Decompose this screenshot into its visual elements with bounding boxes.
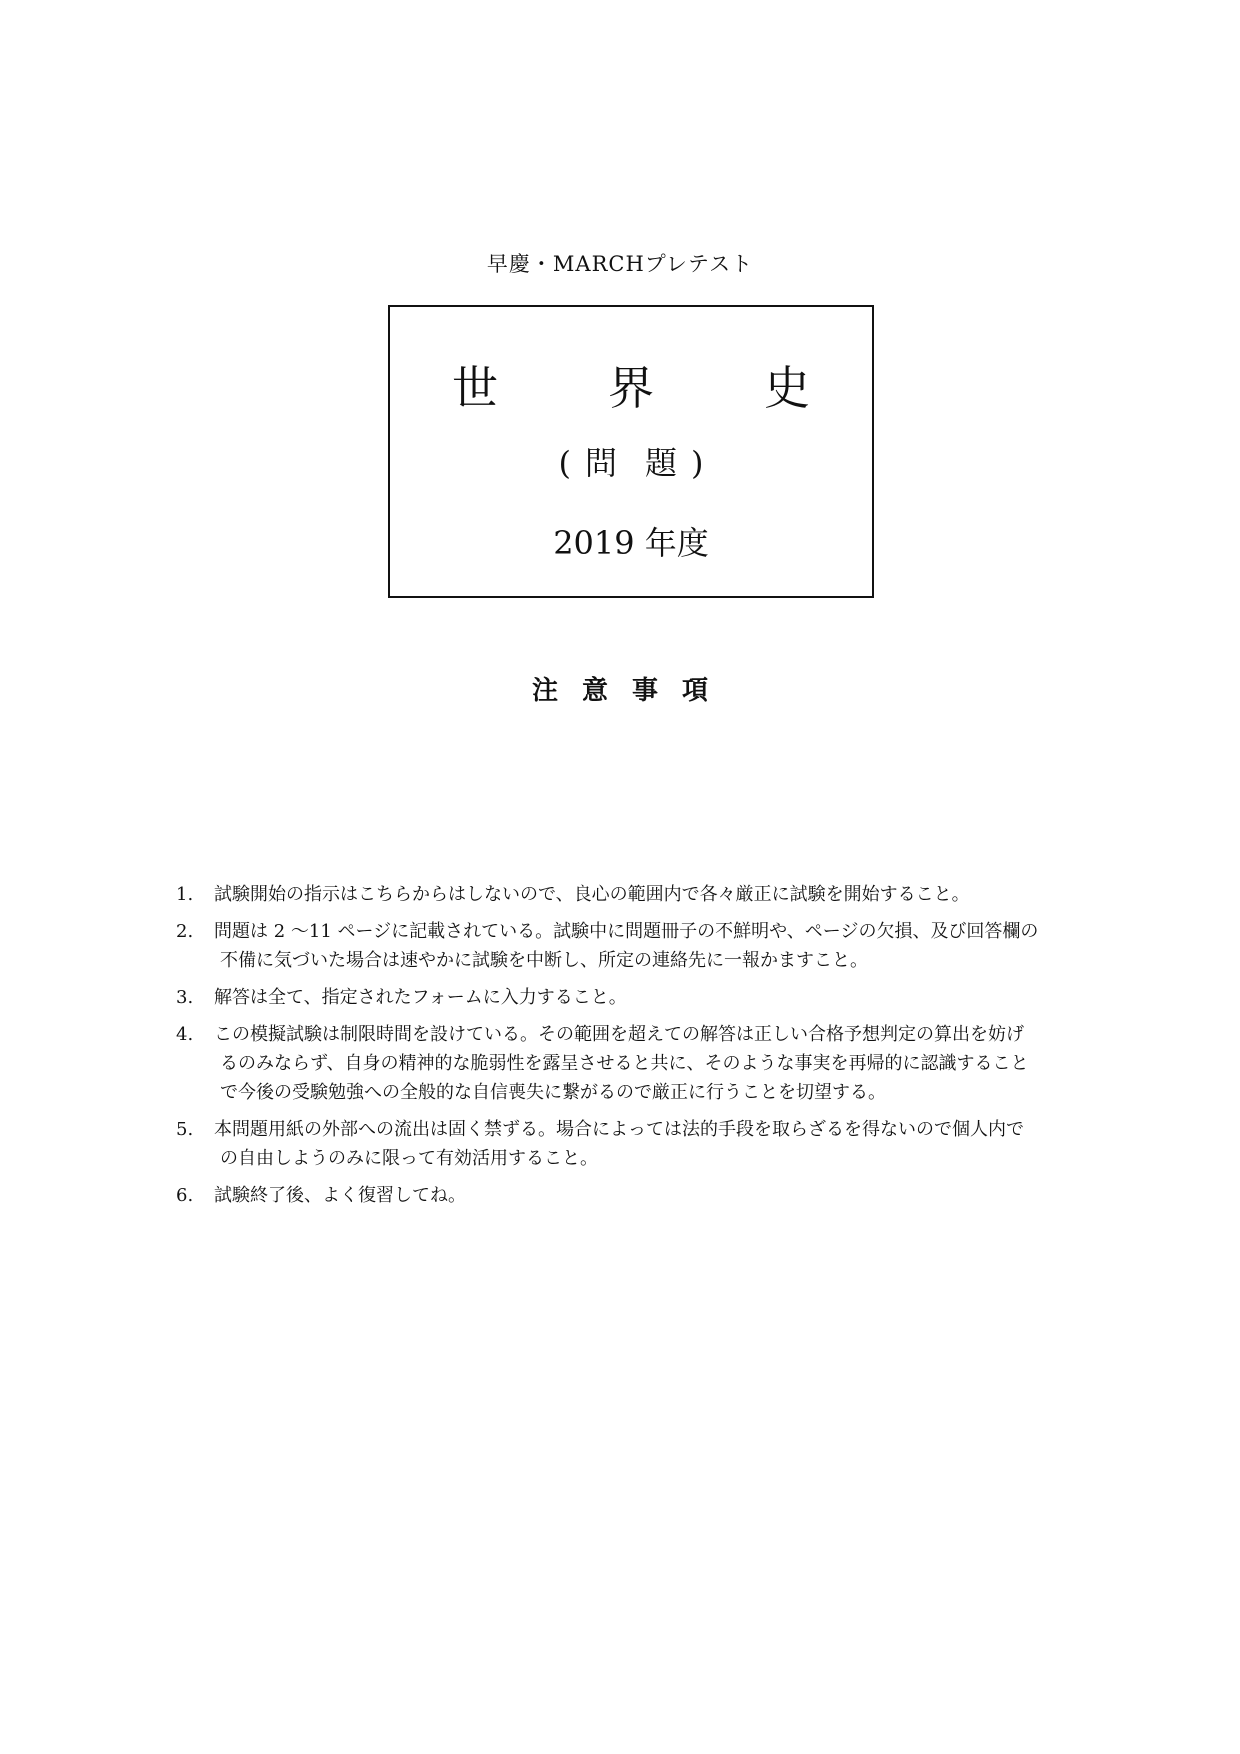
note-line: 本問題用紙の外部への流出は固く禁ずる。場合によっては法的手段を取らざるを得ないので個人内で — [214, 1119, 1024, 1140]
note-number: 1. — [176, 884, 194, 905]
subject-char: 史 — [764, 361, 810, 415]
note-number: 6. — [176, 1185, 194, 1206]
note-item — [176, 983, 1076, 1012]
note-line: 問題は 2 〜11 ページに記載されている。試験中に問題冊子の不鮮明や、ページの欠損、及び回答欄の — [214, 921, 1039, 942]
booklet-kind — [390, 444, 872, 482]
note-line: 不備に気づいた場合は速やかに試験を中断し、所定の連絡先に一報かますこと。 — [220, 950, 868, 971]
note-item — [176, 880, 1076, 909]
notes-list — [176, 880, 1076, 1218]
exam-name: 早慶・MARCHプレテスト — [486, 252, 754, 276]
subject-char: 世 — [452, 361, 498, 415]
note-line: で今後の受験勉強への全般的な自信喪失に繋がるので厳正に行うことを切望する。 — [220, 1082, 886, 1103]
kind-char: 題 — [645, 444, 678, 482]
exam-year: 2019 年度 — [553, 524, 709, 562]
note-line: この模擬試験は制限時間を設けている。その範囲を超えての解答は正しい合格予想判定の算出を妨げ — [214, 1024, 1024, 1045]
note-item — [176, 1115, 1076, 1173]
subject-char: 界 — [608, 361, 654, 415]
note-line: 試験開始の指示はこちらからはしないので、良心の範囲内で各々厳正に試験を開始すること。 — [214, 884, 970, 905]
title-box — [388, 305, 874, 598]
note-number: 3. — [176, 987, 194, 1008]
heading-char: 項 — [681, 676, 708, 706]
note-item — [176, 1181, 1076, 1210]
note-number: 2. — [176, 921, 194, 942]
subject-title — [390, 361, 872, 415]
note-line: るのみならず、自身の精神的な脆弱性を露呈させると共に、そのような事実を再帰的に認識すること — [220, 1053, 1029, 1074]
note-line: の自由しようのみに限って有効活用すること。 — [220, 1148, 598, 1169]
note-item — [176, 1020, 1076, 1107]
note-line: 解答は全て、指定されたフォームに入力すること。 — [214, 987, 627, 1008]
note-number: 4. — [176, 1024, 194, 1045]
kind-close-paren: ) — [691, 444, 704, 482]
note-item — [176, 917, 1076, 975]
heading-char: 事 — [631, 676, 658, 706]
notes-heading — [0, 678, 1240, 704]
note-line: 試験終了後、よく復習してね。 — [214, 1185, 466, 1206]
kind-open-paren: ( — [558, 444, 571, 482]
note-number: 5. — [176, 1119, 194, 1140]
heading-char: 意 — [581, 676, 608, 706]
kind-char: 問 — [584, 444, 617, 482]
heading-char: 注 — [531, 676, 558, 706]
